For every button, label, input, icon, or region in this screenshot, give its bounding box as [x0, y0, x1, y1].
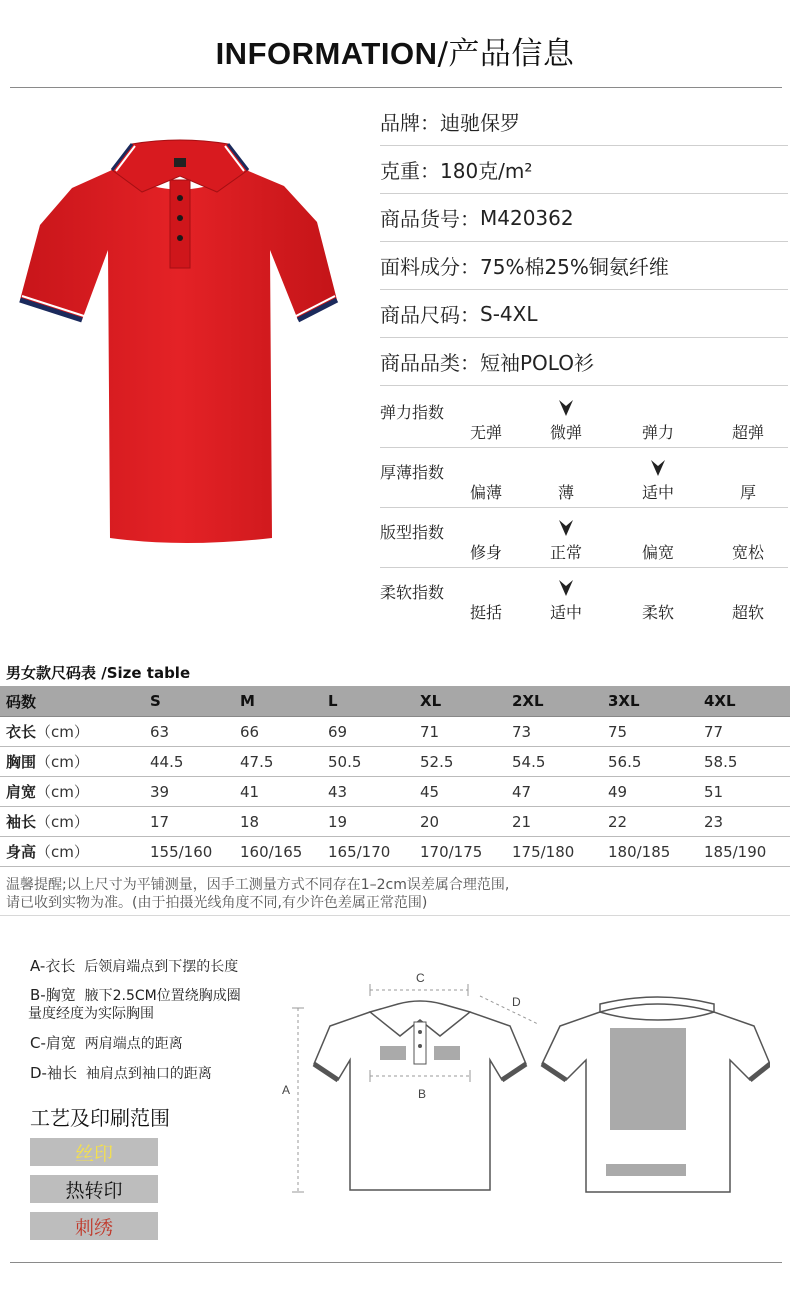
index-option: 微弹 [549, 423, 582, 442]
table-row: 肩宽（cm） 39 41 43 45 47 49 51 [0, 777, 790, 807]
selected-marker-icon [559, 520, 573, 536]
index-option: 适中 [641, 483, 674, 502]
diagram-label-a: A [282, 1083, 291, 1097]
measure-a: A-衣长 后领肩端点到下摆的长度 [30, 957, 239, 975]
index-row-fit [380, 508, 788, 568]
size-header-cell: 3XL [608, 692, 640, 710]
size-header-cell: XL [420, 692, 442, 710]
size-header-cell: S [150, 692, 161, 710]
product-indices [380, 388, 788, 628]
footer-divider [10, 1262, 782, 1263]
index-option: 弹力 [641, 423, 674, 442]
info-row-category: 商品品类： 短袖POLO衫 [380, 338, 788, 386]
index-row-thickness [380, 448, 788, 508]
craft-title: 工艺及印刷范围 [30, 1106, 170, 1130]
index-option: 偏宽 [641, 543, 674, 562]
index-option: 偏薄 [469, 483, 502, 502]
page-title [0, 28, 790, 73]
index-row-elasticity [380, 388, 788, 448]
product-info-list [380, 98, 788, 386]
shirt-measurement-diagram [270, 960, 770, 1210]
size-header-cell: L [328, 692, 338, 710]
size-table [0, 686, 790, 867]
measurement-note: 温馨提醒;以上尺寸为平铺测量，因手工测量方式不同存在1–2cm误差属合理范围, 请已收到实物为准。(由于拍摄光线角度不同,有少许色差属正常范围) [6, 877, 510, 911]
index-label: 柔软指数 [380, 583, 445, 602]
index-label: 版型指数 [380, 523, 445, 542]
craft-silk-screen: 丝印 [30, 1138, 158, 1166]
table-row: 胸围（cm） 44.5 47.5 50.5 52.5 54.5 56.5 58.5 [0, 747, 790, 777]
size-header-cell: 2XL [512, 692, 544, 710]
craft-embroidery: 刺绣 [30, 1212, 158, 1240]
section-divider [0, 915, 790, 916]
size-header-cell: 4XL [704, 692, 736, 710]
info-row-sku: 商品货号： M420362 [380, 194, 788, 242]
index-option: 柔软 [641, 603, 674, 622]
craft-heat-transfer: 热转印 [30, 1175, 158, 1203]
selected-marker-icon [651, 460, 665, 476]
index-row-softness [380, 568, 788, 628]
table-row: 袖长（cm） 17 18 19 20 21 22 23 [0, 807, 790, 837]
selected-marker-icon [559, 400, 573, 416]
size-table-title: 男女款尺码表 /Size table [6, 664, 191, 682]
table-row: 身高（cm） 155/160 160/165 165/170 170/175 175/180 180/185 185/190 [0, 837, 790, 867]
size-header-cell: M [240, 692, 255, 710]
index-option: 厚 [739, 483, 756, 502]
table-row: 衣长（cm） 63 66 69 71 73 75 77 [0, 717, 790, 747]
page-title-cn: /产品信息 [437, 36, 575, 72]
info-row-fabric: 面料成分： 75%棉25%铜氨纤维 [380, 242, 788, 290]
index-option: 适中 [549, 603, 582, 622]
index-label: 弹力指数 [380, 403, 445, 422]
diagram-label-b: B [418, 1087, 427, 1101]
index-option: 超弹 [731, 423, 764, 442]
index-option: 超软 [731, 603, 764, 622]
measure-b: B-胸宽 腋下2.5CM位置绕胸成圈 量度经度为实际胸围 [28, 986, 241, 1022]
index-option: 无弹 [469, 423, 502, 442]
info-row-size: 商品尺码： S-4XL [380, 290, 788, 338]
index-option: 正常 [549, 543, 582, 562]
header-divider [10, 87, 782, 88]
index-option: 修身 [469, 543, 502, 562]
info-row-weight: 克重： 180克/m² [380, 146, 788, 194]
index-option: 宽松 [731, 543, 764, 562]
measure-c: C-肩宽 两肩端点的距离 [30, 1034, 183, 1052]
selected-marker-icon [559, 580, 573, 596]
diagram-label-d: D [512, 995, 521, 1009]
index-option: 挺括 [469, 603, 502, 622]
diagram-label-c: C [416, 971, 425, 985]
index-label: 厚薄指数 [380, 463, 445, 482]
size-table-header [0, 686, 790, 717]
size-header-label: 码数 [6, 692, 37, 711]
info-row-brand: 品牌： 迪驰保罗 [380, 98, 788, 146]
red-polo-shirt-photo [12, 130, 347, 550]
index-option: 薄 [557, 483, 574, 502]
measure-d: D-袖长 袖肩点到袖口的距离 [30, 1064, 212, 1082]
page-title-en: INFORMATION [215, 36, 438, 71]
